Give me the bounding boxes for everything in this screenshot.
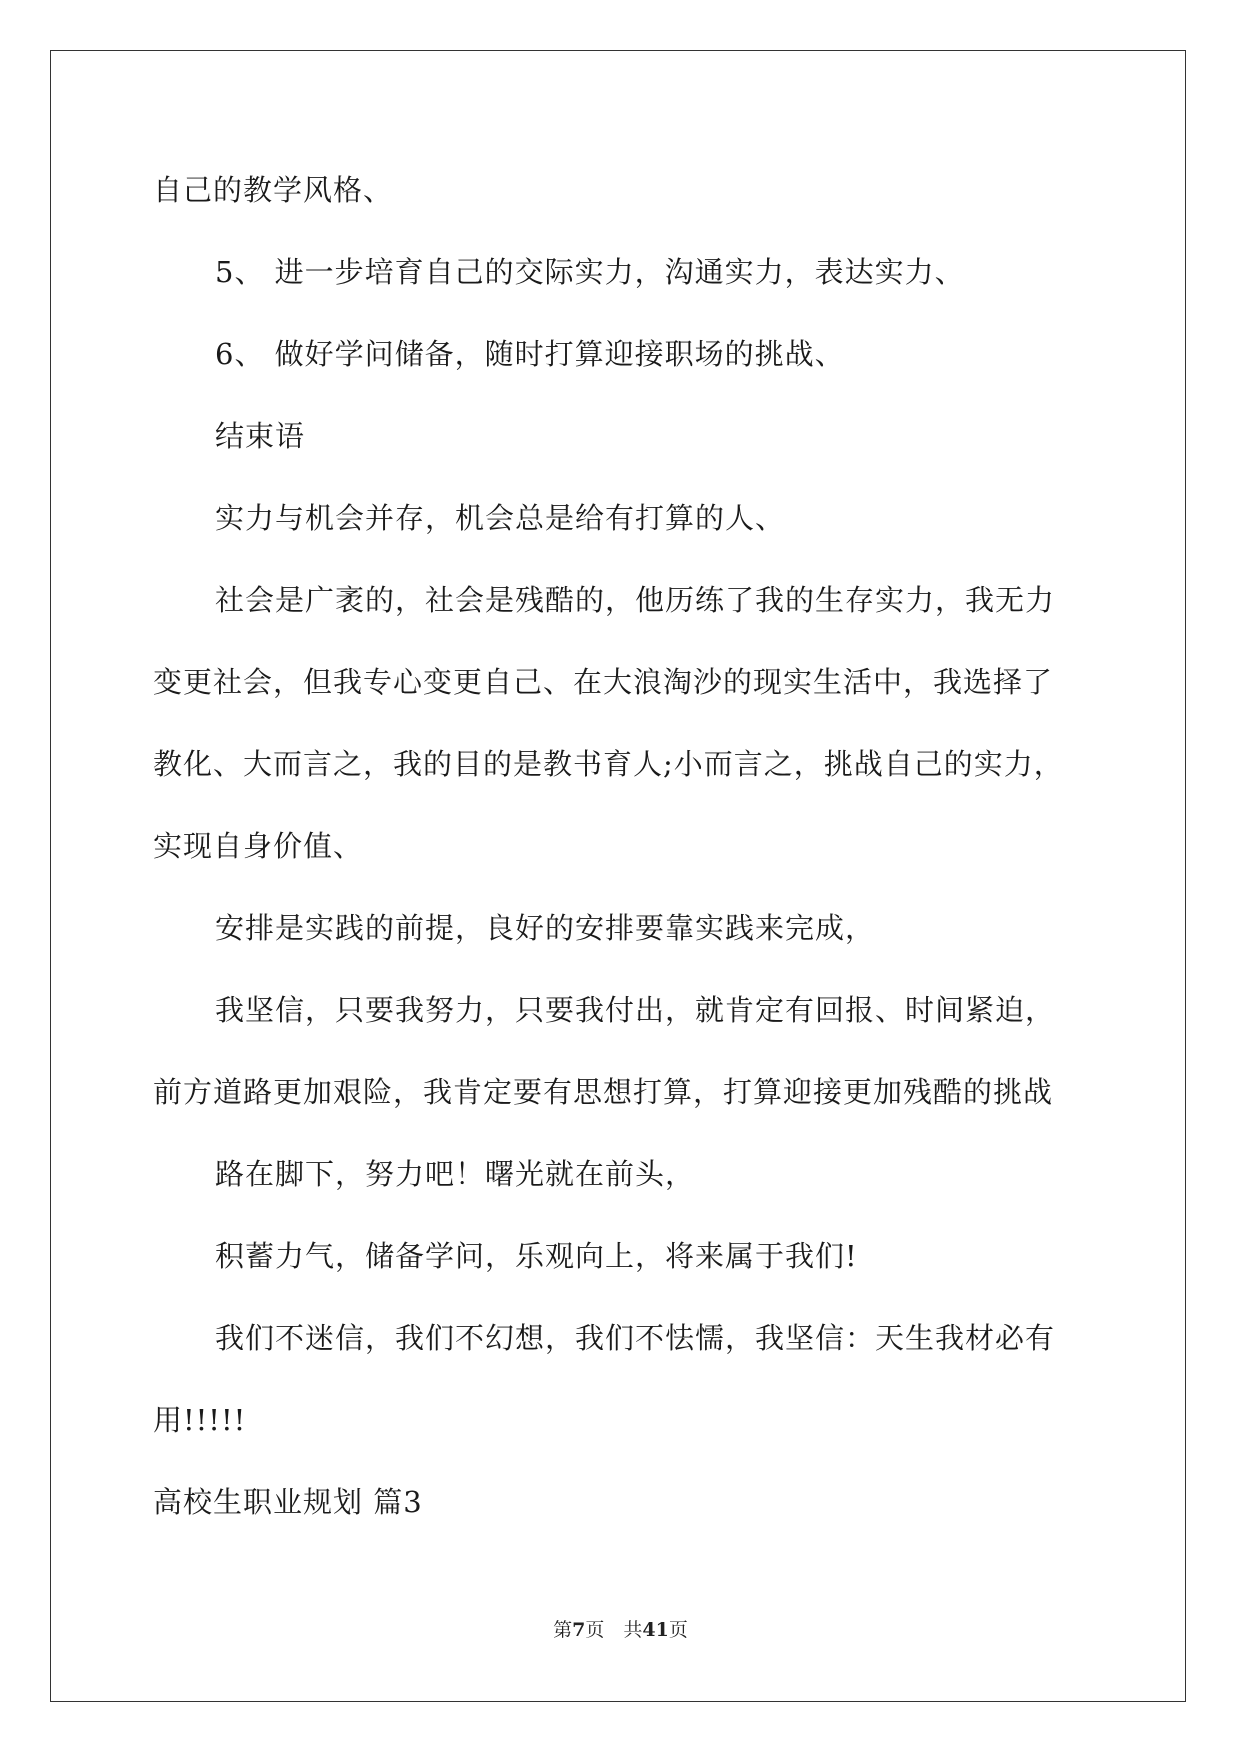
section-title: 高校生职业规划 篇3 <box>153 1485 423 1519</box>
paragraph-line: 教化、大而言之，我的目的是教书育人;小而言之，挑战自己的实力， <box>153 747 1064 781</box>
page-total-number: 41 <box>642 1619 669 1641</box>
paragraph-line: 积蓄力气，储备学问，乐观向上，将来属于我们! <box>215 1239 858 1273</box>
paragraph-line: 用!!!!! <box>153 1403 247 1437</box>
page-border <box>50 50 1186 1702</box>
paragraph-line: 变更社会，但我专心变更自己、在大浪淘沙的现实生活中，我选择了 <box>153 665 1054 699</box>
paragraph-line: 前方道路更加艰险，我肯定要有思想打算，打算迎接更加残酷的挑战 <box>153 1075 1054 1109</box>
page-mid: 页 共 <box>585 1619 643 1641</box>
paragraph-line: 实力与机会并存，机会总是给有打算的人、 <box>215 501 786 535</box>
paragraph-line: 安排是实践的前提，良好的安排要靠实践来完成， <box>215 911 876 945</box>
paragraph-line: 我坚信，只要我努力，只要我付出，就肯定有回报、时间紧迫， <box>215 993 1056 1027</box>
paragraph-line: 实现自身价值、 <box>153 829 364 863</box>
list-item-5: 5、 进一步培育自己的交际实力，沟通实力，表达实力、 <box>215 255 965 289</box>
page-current-number: 7 <box>572 1619 586 1641</box>
page-prefix: 第 <box>553 1619 573 1641</box>
page-footer <box>0 1618 1241 1642</box>
paragraph-line: 我们不迷信，我们不幻想，我们不怯懦，我坚信：天生我材必有 <box>215 1321 1056 1355</box>
page-suffix: 页 <box>668 1619 688 1641</box>
paragraph-line: 路在脚下，努力吧！曙光就在前头， <box>215 1157 696 1191</box>
text-line-continuation: 自己的教学风格、 <box>153 173 394 207</box>
list-item-6: 6、 做好学问储备，随时打算迎接职场的挑战、 <box>215 337 845 371</box>
section-heading-conclusion: 结束语 <box>215 419 306 453</box>
paragraph-line: 社会是广袤的，社会是残酷的，他历练了我的生存实力，我无力 <box>215 583 1056 617</box>
